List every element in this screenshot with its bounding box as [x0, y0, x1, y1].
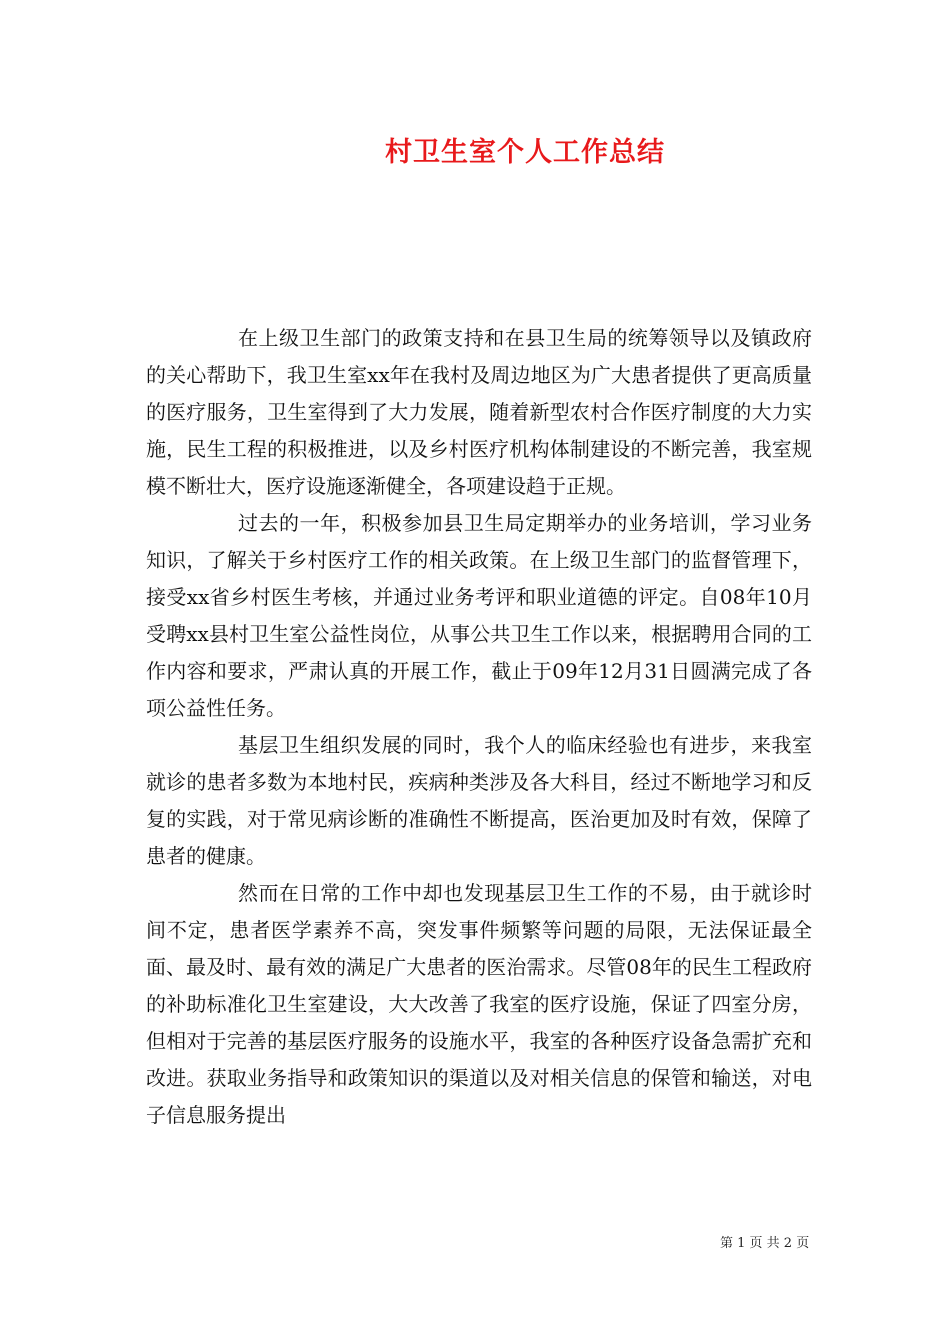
page-number-footer: 第 1 页 共 2 页 [720, 1236, 810, 1251]
paragraph-1: 在上级卫生部门的政策支持和在县卫生局的统筹领导以及镇政府的关心帮助下，我卫生室xx年在我村及周边地区为广大患者提供了更高质量的医疗服务，卫生室得到了大力发展，随着新型农村合作医疗制度的大力实施，民生工程的积极推进，以及乡村医疗机构体制建设的不断完善，我室规模不断壮大，医疗设施逐渐健全，各项建设趋于正规。 [146, 326, 812, 498]
document-body [146, 320, 812, 1134]
paragraph-4: 然而在日常的工作中却也发现基层卫生工作的不易，由于就诊时间不定，患者医学素养不高，突发事件频繁等问题的局限，无法保证最全面、最及时、最有效的满足广大患者的医治需求。尽管08年的民生工程政府的补助标准化卫生室建设，大大改善了我室的医疗设施，保证了四室分房，但相对于完善的基层医疗服务的设施水平，我室的各种医疗设备急需扩充和改进。获取业务指导和政策知识的渠道以及对相关信息的保管和输送，对电子信息服务提出 [146, 881, 812, 1127]
paragraph-3: 基层卫生组织发展的同时，我个人的临床经验也有进步，来我室就诊的患者多数为本地村民，疾病种类涉及各大科目，经过不断地学习和反复的实践，对于常见病诊断的准确性不断提高，医治更加及时有效，保障了患者的健康。 [146, 733, 812, 868]
document-title: 村卫生室个人工作总结 [385, 137, 665, 168]
paragraph-2: 过去的一年，积极参加县卫生局定期举办的业务培训，学习业务知识，了解关于乡村医疗工作的相关政策。在上级卫生部门的监督管理下，接受xx省乡村医生考核，并通过业务考评和职业道德的评定。自08年10月受聘xx县村卫生室公益性岗位，从事公共卫生工作以来，根据聘用合同的工作内容和要求，严肃认真的开展工作，截止于09年12月31日圆满完成了各项公益性任务。 [146, 511, 812, 720]
